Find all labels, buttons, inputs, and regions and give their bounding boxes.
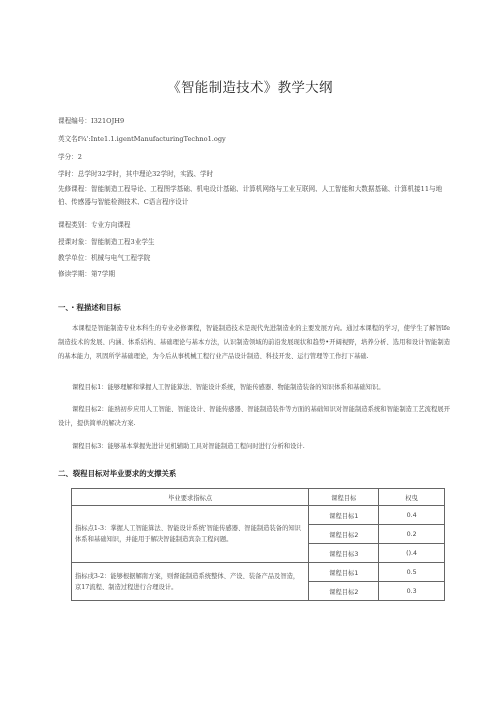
credits: 学分：2	[58, 153, 82, 161]
header-course-goal: 课程目标	[309, 489, 379, 506]
header-requirement: 毕业要求指标点	[72, 489, 309, 506]
requirement-cell: 指标点1-3：掌握人工智能算法、智能设计系统'智能传感器、智能制造装备的知识体系和基础知识，并能用于解决智能制造宾杂工程问题。	[72, 506, 309, 563]
goal-cell: 课程目标2	[309, 525, 379, 544]
audience: 授课对象：智能制造工程3业学生	[58, 238, 155, 246]
course-goal-1: 课程目标1：能够理解和掌握人工智能算法、智能设计系统，智能传感器、物能制造装备的知识体系和基础知识。	[72, 384, 385, 391]
weight-cell: 0.2	[379, 525, 445, 544]
document-title: 《智能制造技术》教学大纲	[167, 80, 333, 96]
course-goal-3: 课程目标3：能够基本掌握先进计见机辅助工具对智能制造工程问时进行分析和设计.	[72, 443, 305, 450]
course-goal-2: 课程目标2：能熟初步应用人工智能、智能设计、智能传感器、智能制造装件等方面的基础知识对智能制造系统和智能制造工艺流程展开设计，提供简单的解决方案.	[58, 406, 450, 427]
weight-cell: 0.4	[379, 506, 445, 525]
prerequisites: 先修课程：智能制造工程导论、工程图学基础、机电设计基础、计算机网络与工业互联网、人工智能和大数据基础、计算机接11与地伯、传感器与智能检测技术、C语言程序设计	[58, 185, 443, 206]
requirement-cell: 指标戌3-2：能够根据解南方案，则督能制造系统整体、产设、装备产品及智造，京17流程、制造过程进行合理设计。	[72, 563, 309, 601]
section-heading-description: 一、・程描述和目标	[58, 303, 121, 312]
goal-cell: 课程目标1	[309, 563, 379, 582]
course-code: 课程编号：I321OJH9	[58, 117, 125, 125]
section-heading-support: 二、裂程目标对毕业要求的支撑关系	[58, 469, 177, 478]
weight-cell: 0.5	[379, 563, 445, 582]
english-name: 英文名f¾':Inte1.1.igentManufacturingTechno1.ogy	[58, 135, 226, 143]
goal-cell: 课程目标3	[309, 544, 379, 563]
goal-cell: 课程目标2	[309, 582, 379, 601]
goal-cell: 课程目标1	[309, 506, 379, 525]
course-category: 课程类别：专业方向课程	[58, 221, 131, 229]
hours: 学时：总学时32学时，其中理论32学时，实践、学时	[58, 170, 214, 178]
header-weight: 权曳	[379, 489, 445, 506]
table-row	[72, 563, 445, 582]
course-intro-paragraph: 本课程是智能制造专业本科生的专业必修课程，智能制造技术是现代先进制造业的主要发展方向。通过本课程的学习，使学生了解智lfe制造技术的发展、内涵、体系结构、基础理论与基本方法，认识制造领域的前沿发展现状和趋势•开阔视野，培养分析、选用和设计智能制造的基本能力，巩固所学基础理论，为今后从事机械工程行业产品设计制造、科技开发、运行管理等工作打下基础.	[58, 325, 450, 360]
weight-cell: 0.3	[379, 582, 445, 601]
department: 教学单位：机械与电气工程学院	[58, 254, 151, 262]
table-header-row	[72, 489, 445, 506]
table-row	[72, 506, 445, 525]
weight-cell: ().4	[379, 544, 445, 563]
semester: 修读学期：第7学期	[58, 270, 115, 278]
support-relation-table	[71, 488, 445, 601]
